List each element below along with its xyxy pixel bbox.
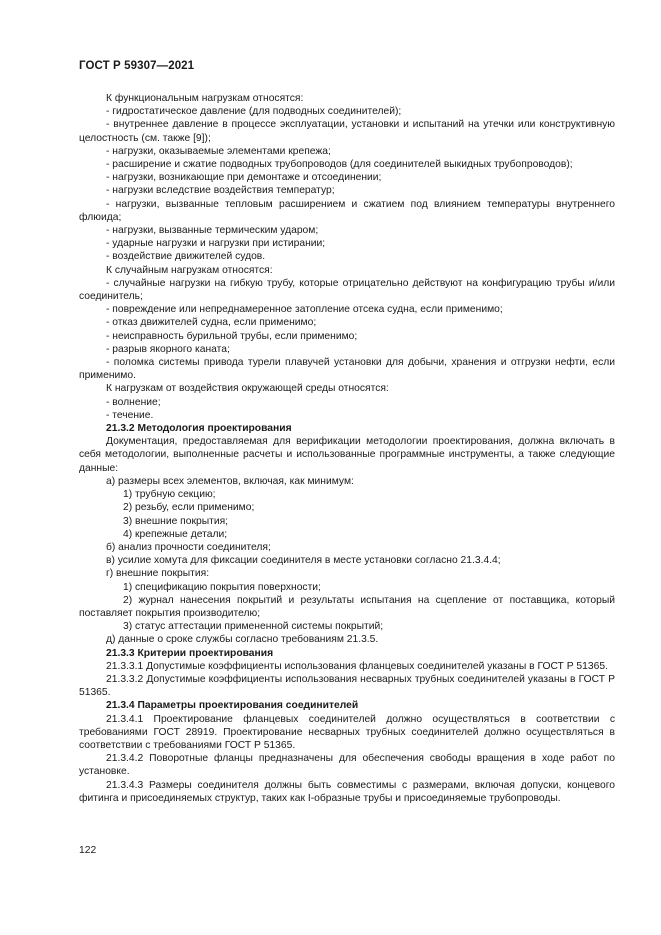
page-body: [79, 92, 615, 805]
paragraph: К функциональным нагрузкам относятся:: [106, 93, 304, 104]
document-header: ГОСТ Р 59307—2021: [79, 60, 195, 72]
paragraph: - нагрузки, оказываемые элементами крепежа;: [106, 145, 331, 157]
paragraph: 1) трубную секцию;: [123, 489, 216, 501]
section-heading: 21.3.4 Параметры проектирования соединителей: [106, 700, 359, 712]
paragraph: в) усилие хомута для фиксации соединителя в месте установки согласно 21.3.4.4;: [106, 555, 501, 567]
paragraph: - воздействие движителей судов.: [106, 251, 266, 263]
paragraph: 21.3.4.3 Размеры соединителя должны быть совместимы с размерами, включая допуски, концевого фитинга и присоединяемых структур, таких как I-образные трубы и присоединяемые трубопроводы.: [79, 779, 615, 804]
paragraph: 21.3.4.1 Проектирование фланцевых соединителей должно осуществляться в соответствии с требованиями ГОСТ 28919. Проектирование несварных трубных соединителей должно осуществляться в соответствии с требованиями ГОСТ Р 51365.: [79, 713, 615, 751]
section-heading: 21.3.2 Методология проектирования: [106, 423, 292, 435]
paragraph: - нагрузки, возникающие при демонтаже и отсоединении;: [106, 172, 382, 184]
paragraph: а) размеры всех элементов, включая, как минимум:: [106, 475, 354, 487]
paragraph: - отказ движителей судна, если применимо;: [106, 317, 317, 329]
page-number: 122: [79, 845, 97, 856]
paragraph: К нагрузкам от воздействия окружающей среды относятся:: [106, 383, 389, 395]
paragraph: - случайные нагрузки на гибкую трубу, которые отрицательно действуют на конфигурацию трубы и/или соединитель;: [79, 277, 615, 303]
paragraph: - разрыв якорного каната;: [106, 343, 230, 355]
paragraph: - гидростатическое давление (для подводных соединителей);: [106, 106, 402, 118]
paragraph: - расширение и сжатие подводных трубопроводов (для соединителей выкидных трубопроводов);: [106, 159, 573, 171]
paragraph: - нагрузки, вызванные термическим ударом;: [106, 225, 319, 237]
paragraph: д) данные о сроке службы согласно требованиям 21.3.5.: [106, 634, 379, 646]
paragraph: - поломка системы привода турели плавучей установки для добычи, хранения и отгрузки нефти, если применимо.: [79, 357, 615, 382]
section-heading: 21.3.3 Критерии проектирования: [106, 647, 274, 659]
paragraph: - неисправность бурильной трубы, если применимо;: [106, 330, 358, 342]
paragraph: - внутреннее давление в процессе эксплуатации, установки и испытаний на утечки или конструктивную целостность (см. также [9]);: [79, 119, 615, 144]
paragraph: 21.3.3.1 Допустимые коэффициенты использования фланцевых соединителей указаны в ГОСТ Р 51365.: [106, 660, 608, 672]
paragraph: Документация, предоставляемая для верификации методологии проектирования, должна включать в себя методологии, выполненные расчеты и использованные программные инструменты, а также следующие данные:: [79, 436, 615, 474]
paragraph: - повреждение или непреднамеренное затопление отсека судна, если применимо;: [106, 304, 503, 316]
paragraph: - ударные нагрузки и нагрузки при истирании;: [106, 238, 326, 250]
paragraph: К случайным нагрузкам относятся:: [106, 264, 273, 276]
paragraph: - течение.: [106, 409, 154, 421]
paragraph: 3) статус аттестации примененной системы покрытий;: [123, 621, 384, 633]
paragraph: 21.3.4.2 Поворотные фланцы предназначены для обеспечения свободы вращения в ходе работ по установке.: [79, 753, 615, 778]
paragraph: б) анализ прочности соединителя;: [106, 541, 271, 553]
paragraph: 21.3.3.2 Допустимые коэффициенты использования несварных трубных соединителей указаны в ГОСТ Р 51365.: [79, 673, 615, 699]
paragraph: - нагрузки, вызванные тепловым расширением и сжатием под влиянием температуры внутреннего флюида;: [79, 198, 615, 223]
paragraph: - нагрузки вследствие воздействия температур;: [106, 185, 335, 197]
paragraph: 1) спецификацию покрытия поверхности;: [123, 581, 321, 593]
paragraph: 2) резьбу, если применимо;: [123, 502, 255, 514]
paragraph: 3) внешние покрытия;: [123, 515, 229, 527]
paragraph: 2) журнал нанесения покрытий и результаты испытания на сцепление от поставщика, который поставляет покрытия производителю;: [79, 594, 615, 619]
paragraph: г) внешние покрытия:: [106, 568, 210, 580]
paragraph: 4) крепежные детали;: [123, 528, 228, 540]
paragraph: - волнение;: [106, 396, 161, 408]
